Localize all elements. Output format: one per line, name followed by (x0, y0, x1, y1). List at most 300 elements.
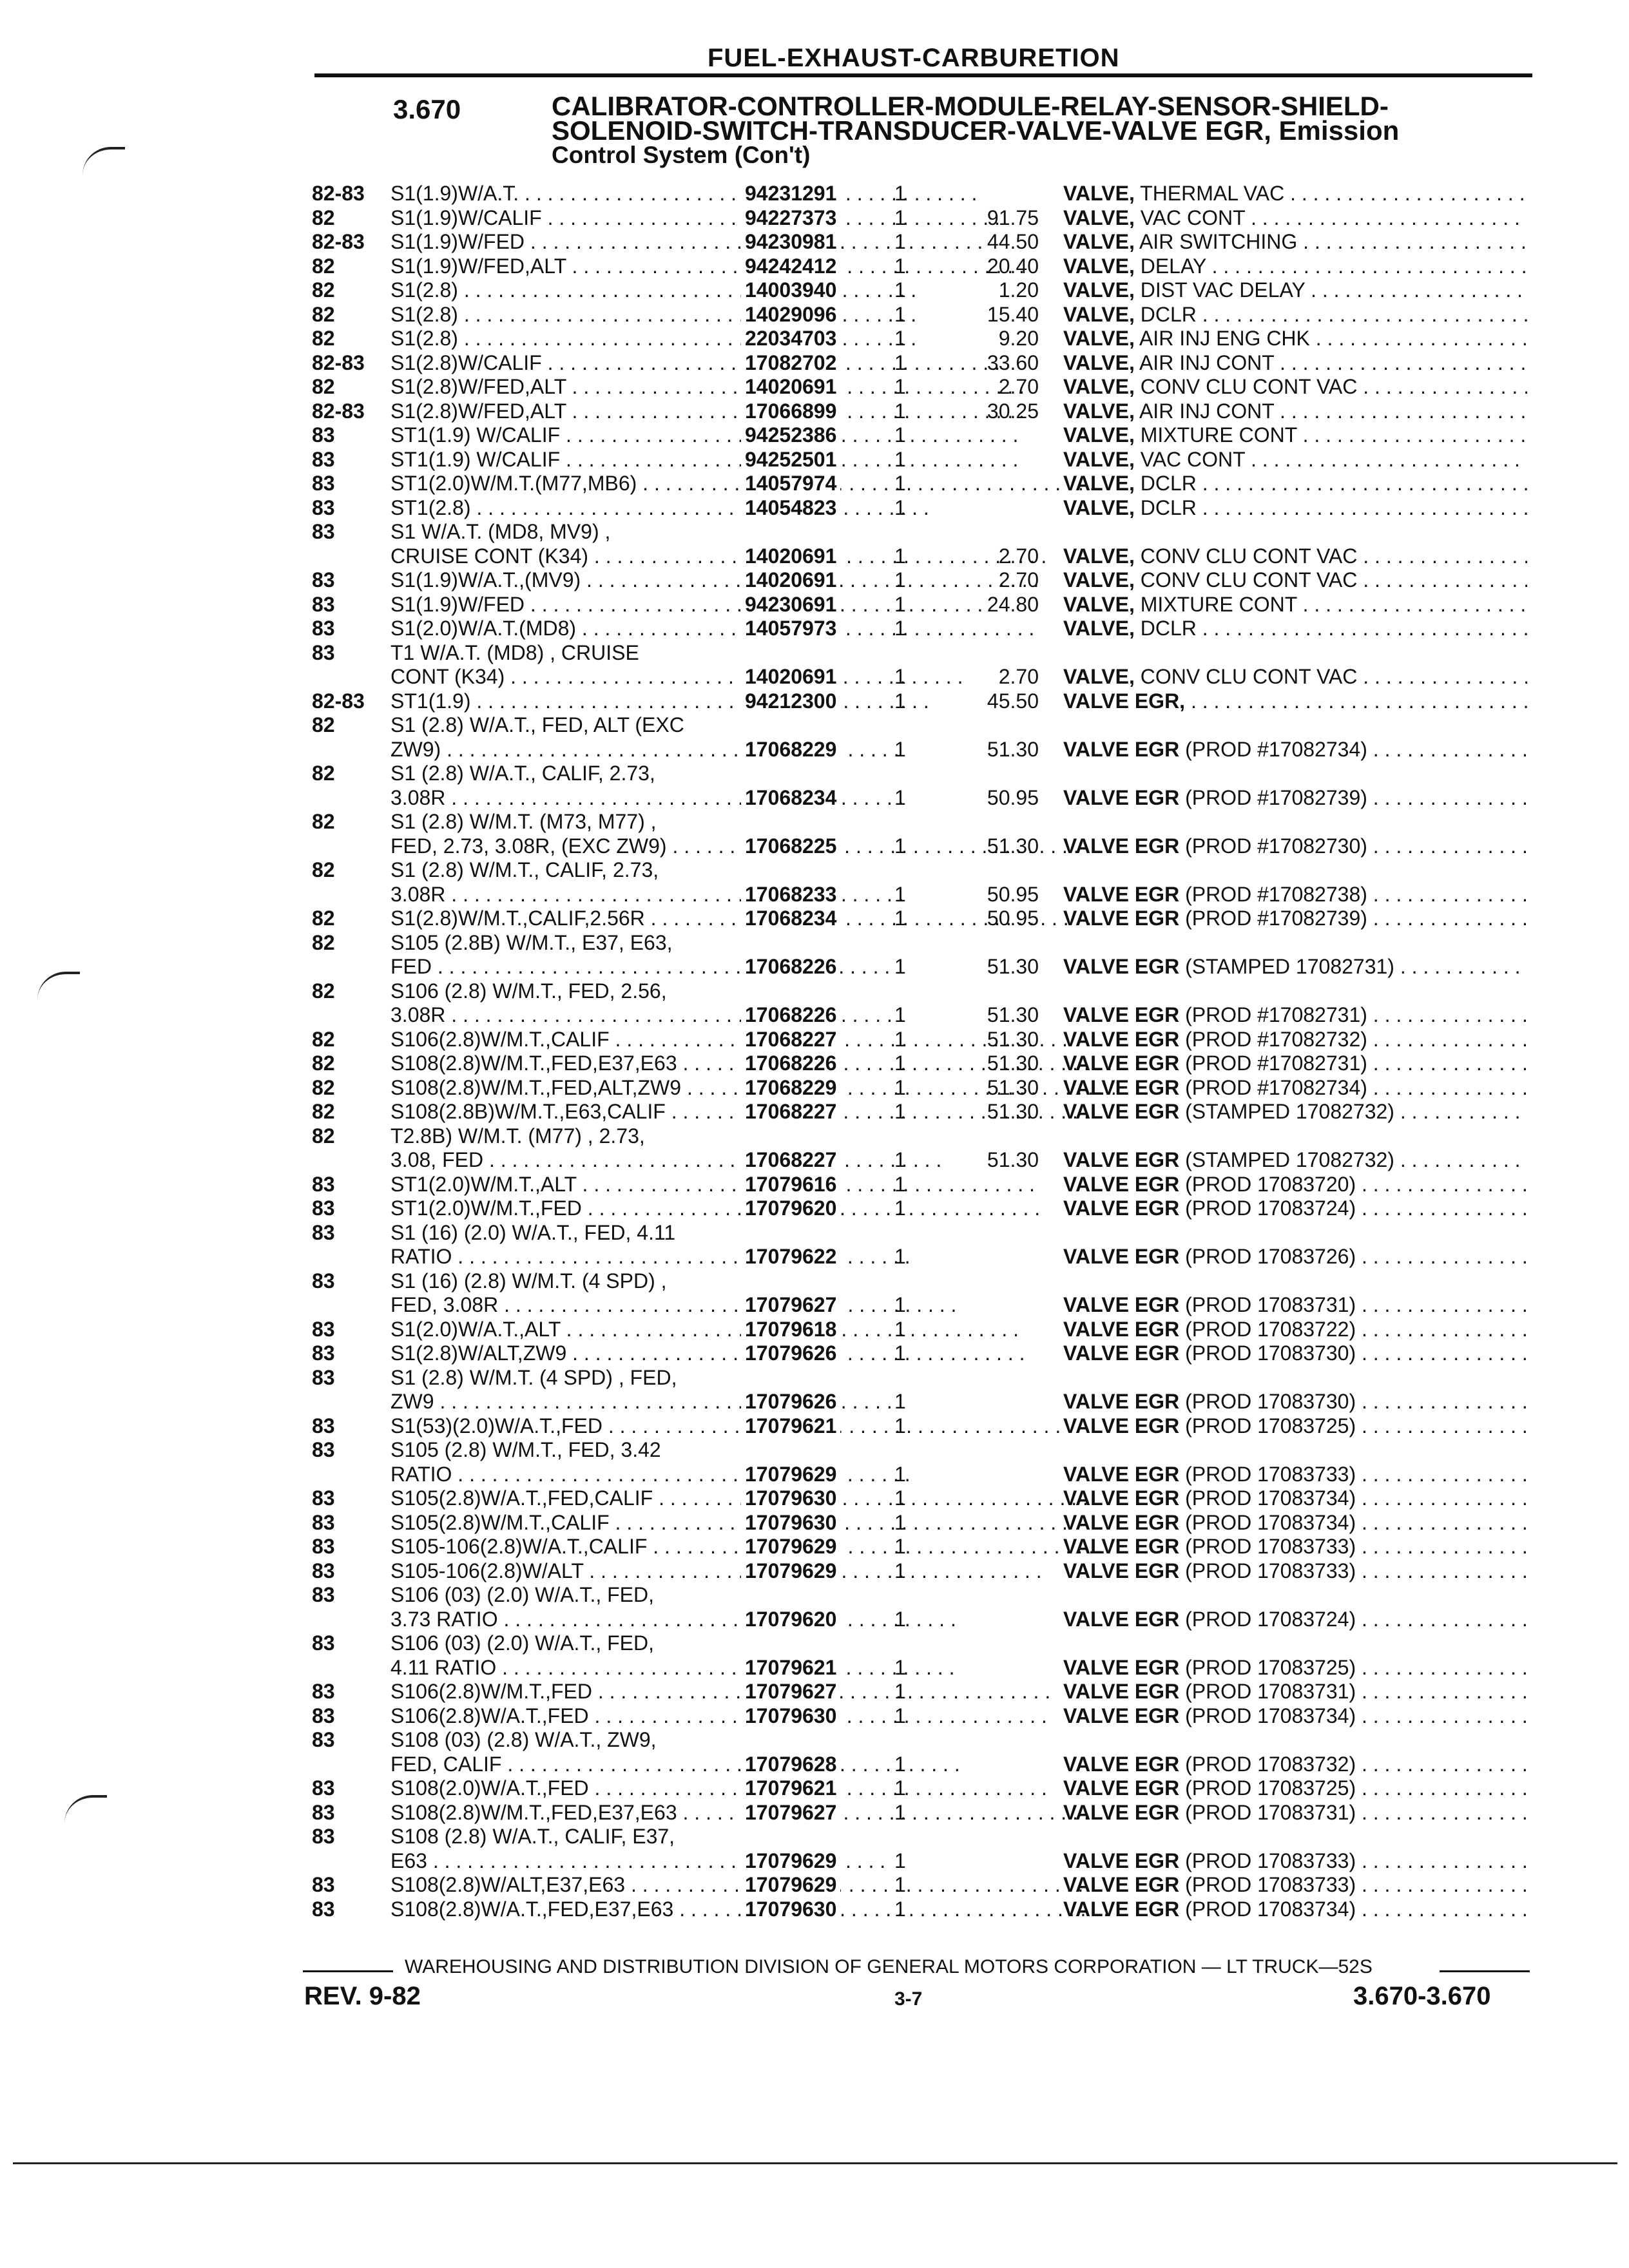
quantity-cell: 1 (894, 617, 906, 640)
table-row (0, 1390, 1629, 1414)
model-cell: S1 (2.8) W/A.T., FED, ALT (EXC (390, 713, 684, 736)
description-detail: DCLR (1134, 617, 1197, 640)
description-detail: (PROD 17083733) (1179, 1462, 1356, 1486)
part-number-cell: 94227373 (741, 206, 840, 231)
description-name: VALVE, (1063, 568, 1135, 591)
part-number-cell: 17079630 (741, 1704, 840, 1729)
part-number-cell: 17068226 (741, 955, 840, 979)
year-cell: 83 (312, 1825, 335, 1848)
part-number-cell: 22034703 (741, 327, 840, 351)
description-name: VALVE EGR (1063, 1317, 1180, 1341)
price-cell: 2.70 (998, 568, 1039, 591)
description-cell (1063, 399, 1527, 424)
model-cell: 4.11 RATIO . . . (390, 1656, 1123, 1680)
description-cell (1063, 1656, 1527, 1680)
model-cell: S105-106(2.8)W/A.T.,CALIF . . . (390, 1535, 1123, 1559)
table-row (0, 1269, 1629, 1294)
part-number-cell: 17068227 (741, 1100, 840, 1124)
model-cell: 3.08R . . . (390, 1003, 1123, 1028)
description-detail: MIXTURE CONT (1134, 592, 1297, 616)
quantity-cell: 1 (894, 1776, 906, 1800)
description-detail: (PROD #17082734) (1179, 1075, 1367, 1099)
part-number-cell: 17068234 (741, 786, 840, 811)
model-cell: 3.08R . . . (390, 883, 1123, 907)
part-number-cell: 17079616 (741, 1173, 840, 1197)
quantity-cell: 1 (894, 1100, 906, 1123)
part-number-cell: 17079629 (741, 1463, 840, 1487)
part-number-cell: 17082702 (741, 351, 840, 376)
quantity-cell: 1 (894, 399, 906, 423)
part-number-cell: 17079620 (741, 1196, 840, 1221)
table-row (0, 568, 1629, 593)
table-row (0, 472, 1629, 496)
description-name: VALVE EGR (1063, 907, 1180, 930)
description-detail: CONV CLU CONT VAC (1134, 665, 1358, 688)
description-cell (1063, 1245, 1527, 1269)
model-cell: S1(1.9)W/FED . . . (390, 593, 1123, 617)
model-cell: FED . . . (390, 955, 1123, 979)
description-cell (1063, 1511, 1527, 1535)
price-cell: 1.20 (998, 278, 1039, 302)
quantity-cell: 1 (894, 1486, 906, 1510)
section-title (552, 91, 1505, 168)
price-cell: 9.20 (998, 327, 1039, 350)
part-number-cell: 94242412 (741, 255, 840, 279)
description-detail: (PROD 17083724) (1179, 1607, 1356, 1631)
table-row (0, 979, 1629, 1004)
description-name: VALVE, (1063, 617, 1135, 640)
price-cell: 51.30 (987, 834, 1039, 858)
table-row (0, 1173, 1629, 1197)
description-detail: CONV CLU CONT VAC (1134, 568, 1358, 591)
quantity-cell: 1 (894, 592, 906, 616)
table-row (0, 1680, 1629, 1704)
description-name: VALVE EGR (1063, 737, 1180, 761)
table-row (0, 399, 1629, 424)
model-cell: S105 (2.8B) W/M.T., E37, E63, (390, 930, 673, 954)
description-detail: DCLR (1134, 472, 1197, 495)
description-cell (1063, 1148, 1527, 1173)
description-detail: (PROD 17083733) (1179, 1873, 1356, 1896)
model-cell: S106(2.8)W/M.T.,CALIF . . . (390, 1028, 1123, 1052)
quantity-cell: 1 (894, 1680, 906, 1703)
description-cell (1063, 182, 1527, 206)
part-number-cell: 17068225 (741, 834, 840, 859)
part-number-cell: 17068229 (741, 738, 840, 762)
year-cell: 82-83 (312, 182, 365, 205)
description-detail: (PROD 17083732) (1179, 1752, 1356, 1776)
description-cell (1063, 665, 1527, 689)
header-rule (314, 73, 1532, 77)
year-cell: 82 (312, 713, 335, 736)
price-cell: 50.95 (987, 785, 1039, 809)
year-cell: 82 (312, 327, 335, 350)
description-detail: (PROD 17083734) (1179, 1897, 1356, 1921)
part-number-cell: 94230691 (741, 593, 840, 617)
year-cell: 83 (312, 1510, 335, 1534)
description-detail: (PROD 17083734) (1179, 1510, 1356, 1534)
year-cell: 82-83 (312, 689, 365, 713)
description-name: VALVE EGR (1063, 1027, 1180, 1051)
description-cell (1063, 278, 1527, 303)
description-cell (1063, 1463, 1527, 1487)
price-cell: 2.70 (998, 544, 1039, 568)
part-number-cell: 14003940 (741, 278, 840, 303)
price-cell: 51.30 (987, 1052, 1039, 1075)
model-cell: RATIO . . . (390, 1245, 1123, 1269)
part-number-cell: 14057973 (741, 617, 840, 641)
table-row (0, 1898, 1629, 1922)
table-row (0, 206, 1629, 231)
table-row (0, 303, 1629, 327)
model-cell: S1(2.8) . . . (390, 327, 1123, 351)
model-cell: S1(2.8)W/ALT,ZW9 . . . (390, 1341, 1123, 1366)
part-number-cell: 17079629 (741, 1559, 840, 1584)
model-cell: ST1(1.9) W/CALIF . . . (390, 423, 1123, 448)
description-detail: (PROD 17083720) (1179, 1172, 1356, 1196)
description-cell (1063, 617, 1527, 641)
model-cell: 3.08, FED . . . (390, 1148, 1123, 1173)
description-detail: VAC CONT (1134, 206, 1246, 229)
model-cell: ST1(2.8) . . . (390, 496, 1123, 521)
table-row (0, 1100, 1629, 1124)
quantity-cell: 1 (894, 1341, 906, 1365)
part-number-cell: 94212300 (741, 689, 840, 714)
quantity-cell: 1 (894, 907, 906, 930)
model-cell: FED, 2.73, 3.08R, (EXC ZW9) . . . (390, 834, 1123, 859)
description-cell (1063, 1076, 1527, 1100)
table-row (0, 1631, 1629, 1656)
table-row (0, 278, 1629, 303)
model-cell: S108(2.8B)W/M.T.,E63,CALIF . . . (390, 1100, 1123, 1124)
part-number-cell: 17066899 (741, 399, 840, 424)
price-cell: 51.30 (987, 1075, 1039, 1099)
description-name: VALVE EGR (1063, 1873, 1180, 1896)
year-cell: 83 (312, 495, 335, 519)
quantity-cell: 1 (894, 1317, 906, 1341)
table-row (0, 496, 1629, 521)
quantity-cell: 1 (894, 254, 906, 278)
model-cell: S108(2.8)W/M.T.,FED,E37,E63 . . . (390, 1801, 1123, 1825)
description-name: VALVE EGR, (1063, 689, 1186, 713)
quantity-cell: 1 (894, 1075, 906, 1099)
model-cell: S108(2.0)W/A.T.,FED . . . (390, 1776, 1123, 1801)
quantity-cell: 1 (894, 1897, 906, 1921)
quantity-cell: 1 (894, 1414, 906, 1437)
table-row (0, 255, 1629, 279)
year-cell: 83 (312, 1438, 335, 1461)
description-cell (1063, 1753, 1527, 1777)
description-name: VALVE, (1063, 327, 1135, 350)
part-number-cell: 14020691 (741, 665, 840, 689)
part-number-cell: 17079630 (741, 1511, 840, 1535)
table-row (0, 1341, 1629, 1366)
table-row (0, 1438, 1629, 1463)
year-cell: 82 (312, 278, 335, 302)
part-number-cell: 17079630 (741, 1486, 840, 1511)
description-name: VALVE EGR (1063, 1849, 1180, 1872)
model-cell: S1 W/A.T. (MD8, MV9) , (390, 520, 611, 543)
description-name: VALVE EGR (1063, 1897, 1180, 1921)
model-cell: S108 (2.8) W/A.T., CALIF, E37, (390, 1825, 675, 1848)
model-cell: S108(2.8)W/M.T.,FED,ALT,ZW9 . . . (390, 1076, 1123, 1100)
description-cell (1063, 1801, 1527, 1825)
price-cell: 24.80 (987, 592, 1039, 616)
year-cell: 83 (312, 447, 335, 471)
year-cell: 83 (312, 1535, 335, 1558)
description-detail: (PROD 17083731) (1179, 1680, 1356, 1703)
quantity-cell: 1 (894, 785, 906, 809)
description-name: VALVE EGR (1063, 1390, 1180, 1413)
year-cell: 83 (312, 1196, 335, 1220)
part-number-cell: 17079622 (741, 1245, 840, 1269)
description-cell (1063, 303, 1527, 327)
model-cell: S1(1.9)W/A.T.,(MV9) . . . (390, 568, 1123, 593)
model-cell: S105-106(2.8)W/ALT . . . (390, 1559, 1123, 1584)
model-cell: S108 (03) (2.8) W/A.T., ZW9, (390, 1728, 657, 1751)
description-detail: (PROD #17082732) (1179, 1027, 1367, 1051)
description-name: VALVE EGR (1063, 1462, 1180, 1486)
footer-revision: REV. 9-82 (304, 1982, 421, 2010)
year-cell: 82 (312, 762, 335, 785)
binder-hole-mark (82, 147, 125, 175)
year-cell: 83 (312, 1365, 335, 1389)
part-number-cell: 17079626 (741, 1341, 840, 1366)
model-cell: S1 (16) (2.8) W/M.T. (4 SPD) , (390, 1269, 667, 1293)
quantity-cell: 1 (894, 1390, 906, 1413)
model-cell: S106(2.8)W/M.T.,FED . . . (390, 1680, 1123, 1704)
table-row (0, 762, 1629, 786)
table-row (0, 955, 1629, 979)
section-number: 3.670 (393, 94, 461, 124)
year-cell: 83 (312, 1172, 335, 1196)
quantity-cell: 1 (894, 665, 906, 688)
description-name: VALVE, (1063, 592, 1135, 616)
year-cell: 82-83 (312, 230, 365, 253)
table-row (0, 1124, 1629, 1149)
description-cell (1063, 907, 1527, 931)
table-row (0, 689, 1629, 714)
part-number-cell: 17068227 (741, 1028, 840, 1052)
description-cell (1063, 1680, 1527, 1704)
quantity-cell: 1 (894, 1052, 906, 1075)
model-cell: S105(2.8)W/M.T.,CALIF . . . (390, 1511, 1123, 1535)
year-cell: 83 (312, 568, 335, 591)
year-cell: 83 (312, 1559, 335, 1582)
description-cell (1063, 1390, 1527, 1414)
part-number-cell: 17079628 (741, 1753, 840, 1777)
quantity-cell: 1 (894, 1293, 906, 1316)
description-name: VALVE EGR (1063, 1414, 1180, 1437)
year-cell: 83 (312, 1680, 335, 1703)
table-row (0, 1608, 1629, 1632)
quantity-cell: 1 (894, 472, 906, 495)
part-number-cell: 17079618 (741, 1318, 840, 1342)
description-cell (1063, 206, 1527, 231)
description-cell (1063, 1559, 1527, 1584)
model-cell: FED, CALIF . . . (390, 1753, 1123, 1777)
description-name: VALVE EGR (1063, 1680, 1180, 1703)
table-row (0, 786, 1629, 811)
table-row (0, 834, 1629, 859)
model-cell: ST1(2.0)W/M.T.(M77,MB6) . . . (390, 472, 1123, 496)
model-cell: S1(1.9)W/A.T. . . . (390, 182, 1123, 206)
quantity-cell: 1 (894, 1849, 906, 1872)
table-row (0, 351, 1629, 376)
part-number-cell: 94231291 (741, 182, 840, 206)
description-name: VALVE, (1063, 206, 1135, 229)
description-cell (1063, 448, 1527, 472)
description-detail: (PROD 17083733) (1179, 1849, 1356, 1872)
page-header-title: FUEL-EXHAUST-CARBURETION (708, 44, 1120, 72)
description-name: VALVE, (1063, 278, 1135, 302)
description-detail: (STAMPED 17082732) (1179, 1100, 1394, 1123)
description-cell (1063, 1173, 1527, 1197)
price-cell: 2.70 (998, 665, 1039, 688)
description-detail: (PROD #17082739) (1179, 785, 1367, 809)
description-name: VALVE, (1063, 351, 1135, 374)
model-cell: S105 (2.8) W/M.T., FED, 3.42 (390, 1438, 661, 1461)
table-row (0, 1873, 1629, 1898)
year-cell: 83 (312, 423, 335, 447)
model-cell: S1 (2.8) W/M.T. (4 SPD) , FED, (390, 1365, 677, 1389)
table-row (0, 641, 1629, 666)
description-detail: (PROD 17083722) (1179, 1317, 1356, 1341)
quantity-cell: 1 (894, 375, 906, 398)
description-cell (1063, 1776, 1527, 1801)
year-cell: 82 (312, 206, 335, 229)
model-cell: S1 (2.8) W/A.T., CALIF, 2.73, (390, 762, 655, 785)
quantity-cell: 1 (894, 1172, 906, 1196)
description-name: VALVE EGR (1063, 785, 1180, 809)
part-number-cell: 17079629 (741, 1849, 840, 1874)
price-cell: 51.30 (987, 1027, 1039, 1051)
table-row (0, 1148, 1629, 1173)
table-row (0, 593, 1629, 617)
year-cell: 82 (312, 1052, 335, 1075)
description-detail: VAC CONT (1134, 447, 1246, 471)
model-cell: ST1(1.9) . . . (390, 689, 1123, 714)
section-title-line-3: Control System (Con't) (552, 142, 811, 168)
description-cell (1063, 1873, 1527, 1898)
price-cell: 51.30 (987, 1003, 1039, 1026)
description-cell (1063, 375, 1527, 399)
description-detail: DIST VAC DELAY (1134, 278, 1306, 302)
table-row (0, 1656, 1629, 1680)
model-cell: ST1(2.0)W/M.T.,ALT . . . (390, 1173, 1123, 1197)
price-cell: 50.95 (987, 882, 1039, 906)
year-cell: 82 (312, 1027, 335, 1051)
description-cell (1063, 834, 1527, 859)
year-cell: 82 (312, 254, 335, 278)
description-detail: (PROD 17083734) (1179, 1486, 1356, 1510)
description-detail: DCLR (1134, 495, 1197, 519)
description-detail: (PROD #17082731) (1179, 1052, 1367, 1075)
model-cell: S1(53)(2.0)W/A.T.,FED . . . (390, 1414, 1123, 1439)
table-row (0, 1463, 1629, 1487)
description-cell (1063, 1028, 1527, 1052)
year-cell: 83 (312, 1704, 335, 1727)
description-name: VALVE EGR (1063, 1172, 1180, 1196)
part-number-cell: 17079621 (741, 1776, 840, 1801)
price-cell: 51.30 (987, 955, 1039, 978)
description-name: VALVE, (1063, 423, 1135, 447)
quantity-cell: 1 (894, 1510, 906, 1534)
quantity-cell: 1 (894, 351, 906, 374)
description-detail: MIXTURE CONT (1134, 423, 1297, 447)
description-detail: (PROD #17082738) (1179, 882, 1367, 906)
quantity-cell: 1 (894, 834, 906, 858)
description-detail: (STAMPED 17082731) (1179, 955, 1394, 978)
part-number-cell: 17079629 (741, 1535, 840, 1559)
description-cell (1063, 1052, 1527, 1076)
description-name: VALVE, (1063, 399, 1135, 423)
description-cell (1063, 496, 1527, 521)
model-cell: S106 (03) (2.0) W/A.T., FED, (390, 1583, 654, 1606)
year-cell: 83 (312, 617, 335, 640)
description-detail: DCLR (1134, 302, 1197, 326)
part-number-cell: 94252501 (741, 448, 840, 472)
table-row (0, 1776, 1629, 1801)
year-cell: 83 (312, 1269, 335, 1293)
description-detail: (PROD #17082730) (1179, 834, 1367, 858)
model-cell: S1(1.9)W/CALIF . . . (390, 206, 1123, 231)
footer-section-range: 3.670-3.670 (1353, 1982, 1491, 2010)
model-cell: E63 . . . (390, 1849, 1123, 1874)
part-number-cell: 14054823 (741, 496, 840, 521)
description-cell (1063, 1003, 1527, 1028)
quantity-cell: 1 (894, 1752, 906, 1776)
parts-list (0, 182, 1629, 1921)
quantity-cell: 1 (894, 1027, 906, 1051)
description-detail: (PROD 17083724) (1179, 1196, 1356, 1220)
model-cell: S106(2.8)W/A.T.,FED . . . (390, 1704, 1123, 1729)
year-cell: 83 (312, 472, 335, 495)
year-cell: 82 (312, 979, 335, 1003)
year-cell: 83 (312, 1220, 335, 1244)
table-row (0, 375, 1629, 399)
description-cell (1063, 883, 1527, 907)
quantity-cell: 1 (894, 230, 906, 253)
description-name: VALVE EGR (1063, 1559, 1180, 1582)
description-name: VALVE, (1063, 182, 1135, 205)
quantity-cell: 1 (894, 882, 906, 906)
table-row (0, 1486, 1629, 1511)
year-cell: 83 (312, 1486, 335, 1510)
year-cell: 82 (312, 1075, 335, 1099)
description-cell (1063, 738, 1527, 762)
table-row (0, 1196, 1629, 1221)
description-detail: AIR INJ CONT (1134, 351, 1275, 374)
table-row (0, 1704, 1629, 1729)
quantity-cell: 1 (894, 1655, 906, 1679)
part-number-cell: 17079627 (741, 1293, 840, 1318)
description-cell (1063, 1608, 1527, 1632)
description-name: VALVE EGR (1063, 1100, 1180, 1123)
quantity-cell: 1 (894, 689, 906, 713)
part-number-cell: 17079629 (741, 1873, 840, 1898)
description-cell (1063, 472, 1527, 496)
description-cell (1063, 1100, 1527, 1124)
part-number-cell: 17079621 (741, 1414, 840, 1439)
model-cell: S1(2.8)W/FED,ALT . . . (390, 399, 1123, 424)
year-cell: 82 (312, 930, 335, 954)
quantity-cell: 1 (894, 495, 906, 519)
part-number-cell: 17068233 (741, 883, 840, 907)
description-cell (1063, 544, 1527, 569)
description-detail: (PROD 17083730) (1179, 1390, 1356, 1413)
table-row (0, 810, 1629, 834)
